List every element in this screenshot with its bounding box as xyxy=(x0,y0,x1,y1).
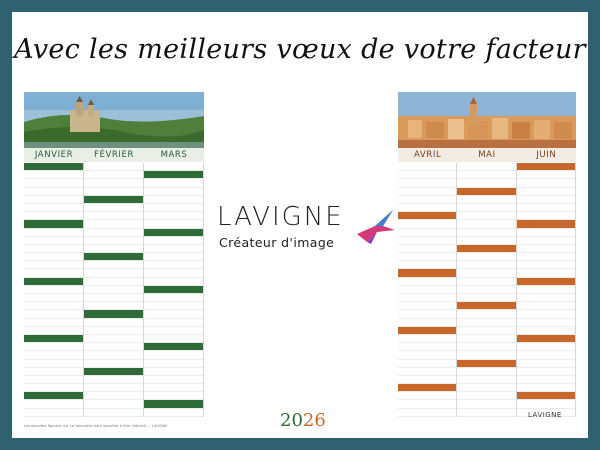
day-row xyxy=(84,278,143,286)
day-row xyxy=(24,237,83,245)
day-row xyxy=(517,196,575,204)
day-row xyxy=(144,392,203,400)
month-column xyxy=(24,163,84,417)
day-row xyxy=(84,212,143,220)
day-row xyxy=(457,237,515,245)
day-row xyxy=(517,237,575,245)
day-row xyxy=(24,343,83,351)
year-part-2: 26 xyxy=(302,410,326,431)
day-row xyxy=(24,196,83,204)
day-row xyxy=(84,163,143,171)
day-row xyxy=(144,376,203,384)
day-row xyxy=(398,220,456,228)
day-row xyxy=(24,368,83,376)
day-row xyxy=(517,253,575,261)
day-row xyxy=(84,229,143,237)
day-row xyxy=(144,286,203,294)
day-row xyxy=(517,384,575,392)
day-row xyxy=(398,310,456,318)
day-row xyxy=(457,229,515,237)
day-row xyxy=(398,229,456,237)
day-row xyxy=(457,335,515,343)
day-row xyxy=(457,253,515,261)
brand-tagline: Créateur d'image xyxy=(219,235,335,250)
day-row xyxy=(144,409,203,417)
day-row xyxy=(398,400,456,408)
day-row xyxy=(457,179,515,187)
day-row xyxy=(144,400,203,408)
day-row xyxy=(144,368,203,376)
day-row xyxy=(517,376,575,384)
day-row xyxy=(398,286,456,294)
day-row xyxy=(517,188,575,196)
month-column xyxy=(84,163,144,417)
month-column xyxy=(144,163,204,417)
day-row xyxy=(84,220,143,228)
photo-castle xyxy=(24,92,204,150)
day-row xyxy=(84,360,143,368)
day-row xyxy=(24,319,83,327)
footer-legal: Les données figurant sur ce calendrier sont données à titre indicatif — LAVIGNE xyxy=(24,424,168,428)
day-row xyxy=(398,319,456,327)
month-label: FÉVRIER xyxy=(94,150,134,160)
day-row xyxy=(24,179,83,187)
day-row xyxy=(84,376,143,384)
day-row xyxy=(84,294,143,302)
day-row xyxy=(144,253,203,261)
day-row xyxy=(457,163,515,171)
day-row xyxy=(144,163,203,171)
day-row xyxy=(398,294,456,302)
day-row xyxy=(517,335,575,343)
day-row xyxy=(84,286,143,294)
months-header-semester1 xyxy=(24,148,204,162)
footer-brand: LAVIGNE xyxy=(528,411,562,419)
day-row xyxy=(144,171,203,179)
day-row xyxy=(398,163,456,171)
day-row xyxy=(144,188,203,196)
day-row xyxy=(457,327,515,335)
day-row xyxy=(84,327,143,335)
day-row xyxy=(398,351,456,359)
month-column xyxy=(517,163,576,417)
day-row xyxy=(24,229,83,237)
day-row xyxy=(24,335,83,343)
day-row xyxy=(517,294,575,302)
day-row xyxy=(517,400,575,408)
day-row xyxy=(517,319,575,327)
day-row xyxy=(24,351,83,359)
month-label: JUIN xyxy=(536,150,557,160)
day-row xyxy=(24,220,83,228)
day-row xyxy=(24,212,83,220)
day-row xyxy=(517,261,575,269)
day-row xyxy=(398,343,456,351)
day-row xyxy=(84,302,143,310)
day-row xyxy=(398,179,456,187)
day-row xyxy=(398,245,456,253)
day-row xyxy=(24,269,83,277)
day-row xyxy=(398,261,456,269)
day-row xyxy=(398,327,456,335)
month-column xyxy=(457,163,516,417)
day-row xyxy=(24,302,83,310)
day-row xyxy=(517,171,575,179)
day-row xyxy=(517,245,575,253)
day-row xyxy=(24,253,83,261)
photo-village xyxy=(398,92,576,150)
day-row xyxy=(517,278,575,286)
day-row xyxy=(144,278,203,286)
day-row xyxy=(84,269,143,277)
month-label: MAI xyxy=(478,150,496,160)
day-row xyxy=(457,360,515,368)
day-grid-semester2 xyxy=(398,163,576,417)
day-row xyxy=(457,368,515,376)
day-row xyxy=(457,245,515,253)
day-row xyxy=(84,343,143,351)
day-row xyxy=(457,409,515,417)
day-row xyxy=(517,220,575,228)
day-row xyxy=(144,237,203,245)
day-row xyxy=(457,220,515,228)
day-row xyxy=(457,343,515,351)
day-row xyxy=(457,188,515,196)
day-row xyxy=(24,171,83,179)
day-row xyxy=(144,310,203,318)
day-row xyxy=(144,269,203,277)
day-row xyxy=(144,384,203,392)
day-row xyxy=(457,310,515,318)
day-row xyxy=(84,253,143,261)
day-row xyxy=(24,188,83,196)
day-row xyxy=(457,204,515,212)
day-row xyxy=(84,351,143,359)
day-row xyxy=(398,278,456,286)
day-row xyxy=(398,384,456,392)
day-row xyxy=(84,196,143,204)
brand-name: LAVIGNE xyxy=(217,202,344,232)
day-row xyxy=(84,261,143,269)
day-row xyxy=(24,392,83,400)
year-part-1: 20 xyxy=(280,410,303,431)
day-row xyxy=(144,212,203,220)
day-row xyxy=(144,327,203,335)
day-row xyxy=(24,409,83,417)
day-row xyxy=(457,269,515,277)
day-row xyxy=(84,400,143,408)
month-label: JANVIER xyxy=(34,150,74,160)
day-row xyxy=(517,368,575,376)
day-row xyxy=(24,376,83,384)
day-row xyxy=(398,368,456,376)
day-row xyxy=(457,302,515,310)
day-row xyxy=(144,294,203,302)
day-row xyxy=(398,360,456,368)
day-row xyxy=(517,204,575,212)
day-row xyxy=(457,278,515,286)
day-row xyxy=(517,302,575,310)
month-column xyxy=(398,163,457,417)
day-row xyxy=(398,188,456,196)
day-row xyxy=(24,384,83,392)
month-label: MARS xyxy=(160,150,188,160)
day-row xyxy=(517,229,575,237)
day-row xyxy=(144,196,203,204)
day-row xyxy=(144,319,203,327)
day-row xyxy=(457,196,515,204)
day-row xyxy=(84,409,143,417)
day-row xyxy=(398,212,456,220)
day-row xyxy=(457,319,515,327)
day-row xyxy=(398,204,456,212)
day-row xyxy=(457,400,515,408)
day-row xyxy=(517,310,575,318)
day-row xyxy=(144,343,203,351)
hummingbird-icon xyxy=(353,204,397,248)
day-row xyxy=(144,245,203,253)
day-row xyxy=(398,392,456,400)
day-row xyxy=(398,171,456,179)
brand-logo xyxy=(217,202,392,262)
day-row xyxy=(398,237,456,245)
day-row xyxy=(517,360,575,368)
day-row xyxy=(24,327,83,335)
day-row xyxy=(457,376,515,384)
day-row xyxy=(457,261,515,269)
day-row xyxy=(517,179,575,187)
day-row xyxy=(517,163,575,171)
day-row xyxy=(24,400,83,408)
day-row xyxy=(24,286,83,294)
month-label: AVRIL xyxy=(414,150,442,160)
headline: Avec les meilleurs vœux de votre facteur xyxy=(14,34,586,65)
day-row xyxy=(517,343,575,351)
day-row xyxy=(84,204,143,212)
day-row xyxy=(398,335,456,343)
day-row xyxy=(24,360,83,368)
day-row xyxy=(84,171,143,179)
day-row xyxy=(84,245,143,253)
day-row xyxy=(84,188,143,196)
calendar-sheet xyxy=(12,12,588,438)
day-row xyxy=(398,409,456,417)
day-row xyxy=(517,392,575,400)
day-row xyxy=(457,294,515,302)
day-row xyxy=(457,286,515,294)
day-row xyxy=(24,245,83,253)
months-header-semester2 xyxy=(398,148,576,162)
day-row xyxy=(144,360,203,368)
day-row xyxy=(457,392,515,400)
day-row xyxy=(457,212,515,220)
day-row xyxy=(398,376,456,384)
day-row xyxy=(144,335,203,343)
day-row xyxy=(144,351,203,359)
day-row xyxy=(24,310,83,318)
day-row xyxy=(84,335,143,343)
day-row xyxy=(517,327,575,335)
day-row xyxy=(457,171,515,179)
day-row xyxy=(144,179,203,187)
day-row xyxy=(517,351,575,359)
day-row xyxy=(398,196,456,204)
day-row xyxy=(24,204,83,212)
day-row xyxy=(24,261,83,269)
day-row xyxy=(24,294,83,302)
day-row xyxy=(517,286,575,294)
day-row xyxy=(144,302,203,310)
day-row xyxy=(144,261,203,269)
day-row xyxy=(84,368,143,376)
day-row xyxy=(84,319,143,327)
day-row xyxy=(24,278,83,286)
day-row xyxy=(24,163,83,171)
day-row xyxy=(398,302,456,310)
day-row xyxy=(517,212,575,220)
day-row xyxy=(457,384,515,392)
day-row xyxy=(84,392,143,400)
day-row xyxy=(457,351,515,359)
day-row xyxy=(84,179,143,187)
day-row xyxy=(84,310,143,318)
day-row xyxy=(84,237,143,245)
day-grid-semester1 xyxy=(24,163,204,417)
day-row xyxy=(144,229,203,237)
day-row xyxy=(398,253,456,261)
day-row xyxy=(517,269,575,277)
day-row xyxy=(84,384,143,392)
day-row xyxy=(398,269,456,277)
day-row xyxy=(144,204,203,212)
day-row xyxy=(144,220,203,228)
